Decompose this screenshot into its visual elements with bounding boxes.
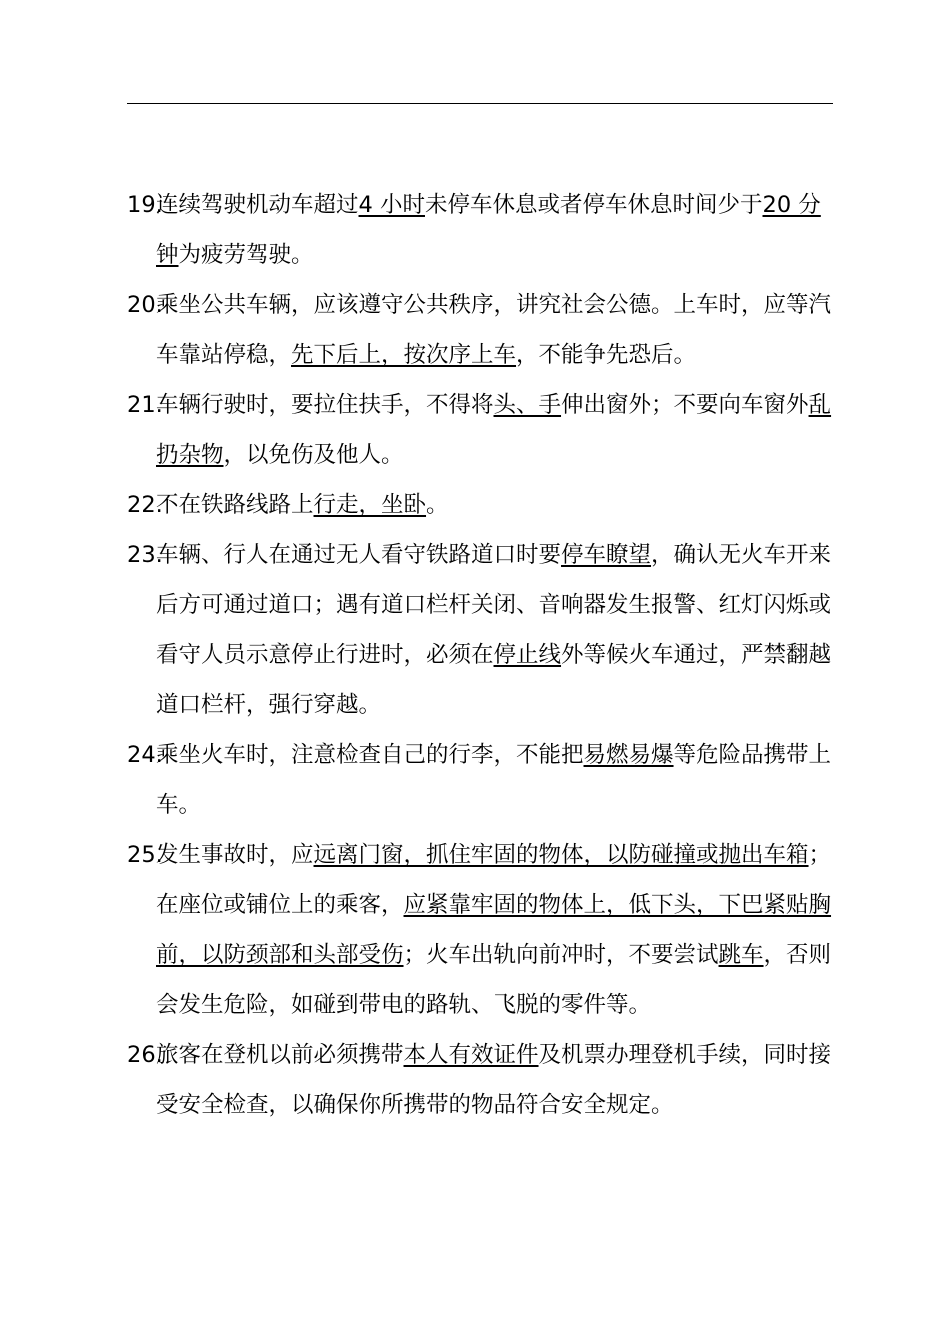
text-run: ，否则会发生危险，如碰到带电的路轨、飞脱的零件等。 [156,942,832,1018]
underlined-term: 易燃易爆 [583,742,674,768]
text-run: ，确认无火车开来后方可通过道口；遇有道口栏杆关闭、音响器发生报警、红灯闪烁或看守人员示意停止行进时，必须在 [156,542,832,668]
item-text [156,280,843,380]
item-text [156,830,843,1030]
text-run: 不在铁路线路上 [156,492,314,518]
header-rule [127,103,833,104]
list-item-21 [127,380,843,480]
text-run: 伸出窗外；不要向车窗外 [561,392,809,418]
item-number: 22. [127,492,163,518]
underlined-term: 先下后上，按次序上车 [291,342,517,368]
text-run: ；在座位或铺位上的乘客， [156,842,832,918]
underlined-term: 停止线 [493,642,562,668]
item-number: 25. [127,842,163,868]
item-text [156,530,843,730]
text-run: 外等候火车通过，严禁翻越道口栏杆，强行穿越。 [156,642,832,718]
list-item-22 [127,480,843,530]
underlined-term: 4 小时 [358,192,425,218]
list-item-19 [127,180,843,280]
item-number: 19. [127,192,163,218]
item-number: 24. [127,742,163,768]
text-run: ，以免伤及他人。 [223,442,404,468]
text-run: 旅客在登机以前必须携带 [156,1042,404,1068]
text-run: ；火车出轨向前冲时，不要尝试 [403,942,719,968]
item-text [156,730,843,830]
underlined-term: 停车瞭望 [561,542,652,568]
item-text [156,380,843,480]
underlined-term: 行走，坐卧 [313,492,427,518]
item-number: 26. [127,1042,163,1068]
text-run: 。 [426,492,449,518]
list-item-23 [127,530,843,730]
list-item-25 [127,830,843,1030]
item-text [156,480,843,530]
underlined-term: 跳车 [718,942,764,968]
underlined-term: 远离门窗，抓住牢固的物体，以防碰撞或抛出车箱 [313,842,809,868]
text-run: ，不能争先恐后。 [516,342,697,368]
text-run: 车辆行驶时，要拉住扶手，不得将 [156,392,494,418]
underlined-term: 本人有效证件 [403,1042,539,1068]
item-number: 23. [127,542,163,568]
underlined-term: 乱扔杂物 [156,392,832,468]
underlined-term: 应紧靠牢固的物体上，低下头，下巴紧贴胸前，以防颈部和头部受伤 [156,892,832,968]
item-number: 20. [127,292,163,318]
text-run: 连续驾驶机动车超过 [156,192,359,218]
text-run: 发生事故时，应 [156,842,314,868]
text-run: 及机票办理登机手续，同时接受安全检查，以确保你所携带的物品符合安全规定。 [156,1042,832,1118]
item-text [156,1030,843,1130]
text-run: 乘坐公共车辆，应该遵守公共秩序，讲究社会公德。上车时，应等汽车靠站停稳， [156,292,832,368]
list-item-26 [127,1030,843,1130]
item-number: 21. [127,392,163,418]
underlined-term: 头、手 [493,392,562,418]
text-run: 未停车休息或者停车休息时间少于 [424,192,763,218]
text-run: 为疲劳驾驶。 [178,242,314,268]
text-run: 乘坐火车时，注意检查自己的行李，不能把 [156,742,584,768]
list-item-24 [127,730,843,830]
list-item-20 [127,280,843,380]
underlined-term: 20 分钟 [156,192,821,268]
item-text [156,180,843,280]
text-run: 等危险品携带上车。 [156,742,832,818]
text-run: 车辆、行人在通过无人看守铁路道口时要 [156,542,562,568]
document-body [127,180,843,1130]
